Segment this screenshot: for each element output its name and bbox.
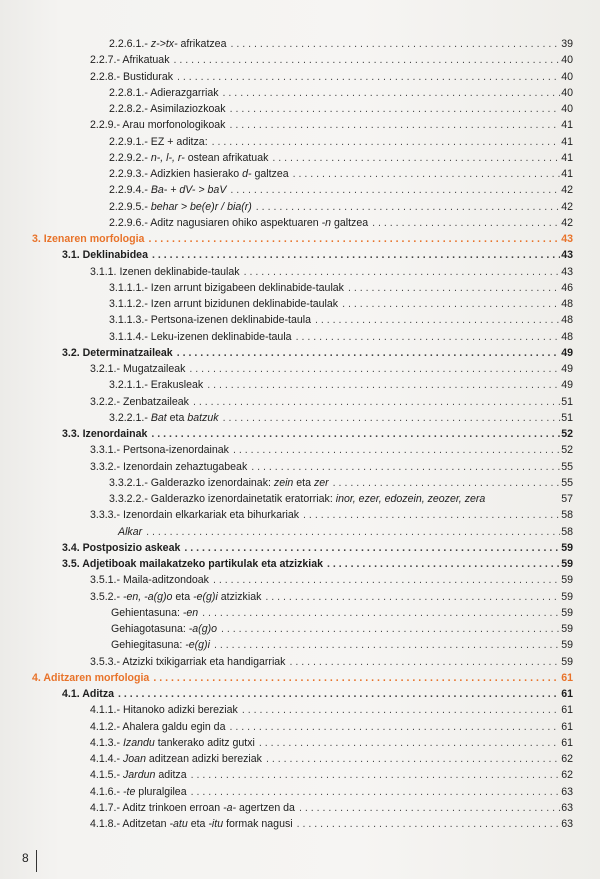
toc-entry (90, 735, 573, 751)
toc-entry (109, 150, 573, 166)
toc-entry (62, 540, 573, 556)
toc-entry-page: 63 (561, 785, 573, 798)
toc-entry-title-part: 2.2.9.4.- (109, 184, 151, 197)
toc-entry-title-part: 3.2.1.- Mugatzaileak (90, 363, 186, 375)
toc-entry-title-part: 3.3.2.2.- Galderazko izenordainetatik eratorriak: (109, 493, 336, 505)
toc-entry-title (109, 410, 219, 426)
toc-entry (111, 605, 573, 621)
toc-entry-page: 61 (561, 688, 573, 700)
toc-entry-title-part: 3.2.2.1.- (109, 411, 151, 424)
toc-leader-dots (193, 394, 560, 410)
toc-entry-title-part: -itu (208, 818, 224, 830)
toc-entry-title (32, 670, 149, 686)
toc-entry-page: 59 (561, 606, 573, 619)
toc-entry (62, 686, 573, 702)
toc-entry-title (109, 134, 208, 150)
toc-entry (32, 670, 573, 686)
toc-entry (111, 637, 573, 653)
toc-leader-dots (230, 182, 560, 198)
toc-entry-title-part: z->tx- (150, 38, 178, 50)
toc-entry-title (90, 69, 173, 85)
toc-entry (90, 69, 573, 85)
toc-leader-dots (191, 767, 561, 783)
toc-entry-title (90, 800, 295, 816)
toc-entry-title (90, 702, 238, 718)
toc-entry-title-part: batzuk (187, 411, 219, 424)
toc-entry-title (90, 572, 209, 588)
toc-leader-dots (151, 426, 560, 442)
toc-entry-page: 41 (561, 119, 573, 132)
toc-leader-dots (118, 686, 560, 702)
toc-leader-dots (174, 52, 561, 68)
toc-entry-title (109, 199, 252, 215)
toc-entry-page: 40 (561, 54, 573, 67)
toc-entry-title (90, 459, 247, 475)
toc-entry-title-part: pluralgilea (135, 785, 187, 798)
toc-entry-page: 62 (561, 769, 573, 782)
toc-leader-dots (233, 442, 560, 458)
toc-entry-title (109, 329, 292, 345)
toc-entry-title (90, 117, 225, 133)
toc-entry-title-part: 3.1.1.2.- Izen arrunt bizidunen deklinabide-taulak (109, 298, 339, 310)
toc-entry (90, 572, 573, 588)
toc-leader-dots (272, 150, 560, 166)
toc-entry-title-part: afrikatzea (177, 38, 227, 50)
toc-leader-dots (293, 166, 561, 182)
toc-entry-title (90, 719, 225, 735)
toc-entry-title-part: d- (242, 168, 252, 180)
toc-entry-page: 49 (561, 379, 573, 392)
toc-entry-page: 48 (561, 314, 573, 327)
toc-entry-title (90, 784, 187, 800)
toc-entry (109, 296, 573, 312)
toc-entry-page: 59 (561, 639, 573, 652)
toc-entry-title-part: 2.2.9.5.- (109, 200, 151, 213)
toc-entry (109, 377, 573, 393)
toc-entry (90, 459, 573, 475)
toc-entry-title-part: 3.3. Izenordainak (62, 428, 148, 440)
toc-entry-title-part: eta (166, 411, 188, 424)
toc-leader-dots (299, 800, 560, 816)
toc-entry-page: 48 (561, 298, 573, 310)
toc-entry-title-part: 3.1.1.4.- Leku-izenen deklinabide-taula (109, 330, 292, 343)
toc-entry (90, 719, 573, 735)
page-number: 8 (22, 851, 29, 865)
toc-entry (90, 589, 573, 605)
toc-entry-title-part: -te (122, 785, 136, 798)
toc-entry (109, 199, 573, 215)
toc-entry-title-part: 3.5.1.- Maila-aditzondoak (90, 574, 209, 587)
toc-entry (109, 36, 573, 52)
toc-entry-title-part: 3.1. Deklinabidea (62, 249, 148, 262)
toc-entry-title-part: zein (273, 476, 294, 489)
toc-leader-dots (223, 410, 561, 426)
toc-leader-dots (212, 134, 561, 150)
toc-entry (111, 621, 573, 637)
toc-entry-page: 55 (561, 476, 573, 489)
toc-entry-title (109, 150, 268, 166)
toc-entry-page: 59 (561, 541, 573, 554)
toc-entry-title-part: 3.2.2.- Zenbatzaileak (90, 395, 189, 408)
toc-entry-title (109, 312, 311, 328)
toc-entry-title-part: Gehientasuna: (111, 606, 183, 619)
toc-entry-title-part: atzizkiak (217, 590, 262, 603)
toc-entry-title-part: 2.2.7.- Afrikatuak (90, 54, 170, 67)
toc-entry (118, 524, 573, 540)
toc-entry-page: 42 (561, 184, 573, 197)
toc-entry-title-part: 3.2.1.1.- Erakusleak (109, 379, 204, 392)
toc-entry-page: 39 (561, 38, 573, 50)
toc-entry (109, 410, 573, 426)
toc-entry-page: 49 (561, 363, 573, 375)
toc-entry-title-part: 3.1.1.1.- Izen arrunt bizigabeen deklinabide-taulak (109, 281, 344, 294)
toc-entry (109, 312, 573, 328)
toc-leader-dots (230, 36, 560, 52)
toc-entry-page: 51 (561, 411, 573, 424)
toc-entry-title-part: 4.1.8.- Aditzetan (90, 818, 170, 830)
toc-entry-title (62, 426, 147, 442)
toc-entry-page: 59 (561, 623, 573, 635)
toc-entry (109, 85, 573, 101)
toc-entry-title-part: 3.5.3.- Atzizki txikigarriak eta handigarriak (90, 655, 286, 668)
toc-entry-title (90, 442, 229, 458)
toc-leader-dots (189, 361, 560, 377)
toc-entry-page: 41 (561, 135, 573, 148)
toc-entry-page: 59 (561, 574, 573, 587)
toc-leader-dots (348, 280, 560, 296)
toc-leader-dots (177, 345, 561, 361)
toc-entry-title-part: inor, ezer, edozein, zeozer, zera (335, 493, 486, 505)
toc-entry-page: 43 (561, 233, 573, 245)
toc-entry-page: 43 (561, 265, 573, 278)
toc-leader-dots (146, 524, 560, 540)
toc-entry (62, 247, 573, 263)
toc-entry-title-part: ostean afrikatuak (184, 151, 269, 164)
toc-leader-dots (229, 719, 560, 735)
toc-entry-page: 61 (561, 720, 573, 733)
page-number-divider (36, 850, 37, 872)
toc-entry-title-part: 3.2. Determinatzaileak (62, 346, 173, 359)
toc-entry-title-part: 4.1.2.- Ahalera galdu egin da (90, 720, 226, 733)
toc-entry-page: 62 (561, 753, 573, 765)
toc-leader-dots (148, 231, 560, 247)
toc-entry-title-part: 2.2.9.1.- EZ + aditza: (109, 135, 208, 148)
toc-entry-title-part: aditzean adizki bereziak (145, 753, 262, 765)
toc-entry-title (109, 377, 203, 393)
toc-leader-dots (229, 117, 560, 133)
toc-entry-title (109, 85, 219, 101)
toc-entry-title (90, 654, 285, 670)
toc-entry-title-part: 3.1.1. Izenen deklinabide-taulak (90, 265, 240, 278)
toc-entry-page: 58 (561, 509, 573, 522)
toc-leader-dots (244, 264, 561, 280)
toc-entry-page: 41 (561, 151, 573, 164)
toc-entry (109, 215, 573, 231)
toc-entry-title-part: -n (321, 216, 332, 229)
toc-entry (109, 475, 573, 491)
toc-entry-page: 61 (561, 704, 573, 717)
toc-entry-title-part: 3.1.1.3.- Pertsona-izenen deklinabide-taula (109, 314, 312, 327)
toc-entry-title-part: 2.2.8.2.- Asimilaziozkoak (109, 103, 226, 115)
toc-entry-title-part: 2.2.6.1.- (109, 38, 151, 50)
toc-entry-title-part: 2.2.8.1.- Adierazgarriak (109, 86, 219, 99)
toc-entry-title (62, 345, 173, 361)
toc-leader-dots (372, 215, 560, 231)
toc-entry (32, 231, 573, 247)
toc-entry-page: 61 (561, 736, 573, 749)
toc-leader-dots (259, 735, 560, 751)
toc-entry-title (109, 182, 226, 198)
toc-entry (109, 166, 573, 182)
toc-entry (109, 329, 573, 345)
toc-entry-title (109, 101, 226, 117)
toc-leader-dots (223, 85, 561, 101)
toc-leader-dots (296, 329, 561, 345)
toc-entry-page: 63 (561, 818, 573, 830)
toc-leader-dots (342, 296, 560, 312)
toc-leader-dots (207, 377, 560, 393)
toc-entry-page: 46 (561, 281, 573, 294)
toc-leader-dots (152, 247, 560, 263)
toc-leader-dots (289, 654, 560, 670)
toc-entry-page: 40 (561, 70, 573, 83)
toc-entry-title-part: -en, -a(g)o (122, 590, 173, 603)
toc-entry-title-part: 3.3.1.- Pertsona-izenordainak (90, 444, 229, 457)
toc-entry-title-part: Joan (122, 753, 146, 765)
toc-entry-title (90, 361, 185, 377)
toc-entry-title-part: Gehiegitasuna: (111, 639, 186, 652)
toc-entry-title (109, 36, 226, 52)
toc-leader-dots (333, 475, 561, 491)
toc-entry-title (90, 735, 255, 751)
toc-entry-page: 59 (561, 590, 573, 603)
toc-entry-title-part: tankerako aditz gutxi (154, 736, 255, 749)
toc-entry-title-part: 2.2.8.- Bustidurak (90, 70, 174, 83)
toc-entry (90, 52, 573, 68)
toc-entry-page: 40 (561, 86, 573, 99)
toc-leader-dots (153, 670, 560, 686)
toc-entry-page: 51 (561, 395, 573, 408)
toc-entry (90, 394, 573, 410)
toc-leader-dots (230, 101, 561, 117)
toc-entry-title (90, 767, 187, 783)
toc-entry-title-part: 4.1.6.- (90, 785, 123, 798)
toc-entry-title-part: 4.1. Aditza (62, 688, 115, 700)
toc-entry-title (90, 394, 189, 410)
toc-entry-title-part: aditza (155, 769, 187, 782)
toc-leader-dots (315, 312, 560, 328)
toc-leader-dots (191, 784, 561, 800)
toc-entry-title (90, 264, 240, 280)
toc-entry (90, 654, 573, 670)
toc-entry-title (90, 52, 170, 68)
toc-entry-title (90, 751, 262, 767)
toc-entry-title (111, 621, 217, 637)
toc-entry-page: 59 (561, 655, 573, 668)
toc-entry-title (109, 475, 329, 491)
toc-entry-title-part: 3.5. Adjetiboak mailakatzeko partikulak eta atzizkiak (62, 558, 324, 570)
toc-entry (62, 345, 573, 361)
toc-entry-title (109, 280, 344, 296)
toc-entry-title-part: formak nagusi (223, 818, 293, 830)
toc-entry-page: 52 (561, 444, 573, 457)
toc-entry-title (62, 540, 180, 556)
toc-entry-title-part: 4.1.5.- (90, 769, 123, 782)
toc-entry-title (32, 231, 144, 247)
toc-entry-page: 57 (561, 493, 573, 505)
toc-entry-title-part: 2.2.9.2.- (109, 151, 151, 164)
toc-entry (62, 426, 573, 442)
toc-entry-title (111, 637, 210, 653)
toc-entry-title-part: Gehiagotasuna: (111, 623, 189, 635)
toc-entry-title (62, 686, 114, 702)
toc-entry (90, 442, 573, 458)
toc-entry-title-part: 2.2.9.6.- Aditz nagusiaren ohiko aspektuaren (109, 216, 322, 229)
toc-entry (90, 767, 573, 783)
toc-leader-dots (251, 459, 560, 475)
toc-entry-title-part: n-, l-, r- (150, 151, 185, 164)
toc-entry-title-part: -en (182, 606, 199, 619)
toc-entry-title-part: 3.5.2.- (90, 590, 123, 603)
toc-entry-title-part: galtzea (251, 168, 289, 180)
toc-leader-dots (242, 702, 560, 718)
toc-entry-page: 41 (561, 168, 573, 180)
toc-entry-title-part: Bat (150, 411, 167, 424)
toc-entry (109, 101, 573, 117)
toc-entry (90, 702, 573, 718)
toc-entry-title-part: 2.2.9.3.- Adizkien hasierako (109, 168, 243, 180)
toc-leader-dots (297, 816, 561, 832)
toc-entry (90, 751, 573, 767)
toc-entry-title-part: 4.1.7.- Aditz trinkoen erroan (90, 801, 224, 814)
toc-entry-title-part: behar > be(e)r / bia(r) (150, 200, 252, 213)
toc-entry-page: 40 (561, 103, 573, 115)
toc-entry (90, 800, 573, 816)
toc-entry-title-part: Alkar (118, 525, 143, 538)
toc-entry-title-part: 3.3.2.- Izenordain zehaztugabeak (90, 460, 248, 473)
toc-entry-title-part: -atu (169, 818, 188, 830)
toc-entry-title-part: 3. Izenaren morfologia (32, 233, 145, 245)
toc-entry (90, 117, 573, 133)
toc-entry-title (90, 589, 261, 605)
toc-entry-page: 52 (561, 428, 573, 440)
toc-leader-dots (256, 199, 560, 215)
toc-entry-title-part: Ba- + dV- > baV (150, 184, 227, 197)
toc-leader-dots (303, 507, 560, 523)
toc-entry-title-part: agertzen da (236, 801, 295, 814)
toc-entry-page: 48 (561, 330, 573, 343)
toc-entry-title-part: 4. Aditzaren morfologia (32, 671, 150, 684)
toc-leader-dots (184, 540, 560, 556)
toc-entry-title-part: 4.1.3.- (90, 736, 123, 749)
toc-entry-title (109, 215, 368, 231)
toc-entry (109, 280, 573, 296)
toc-entry-title-part: Jardun (122, 769, 156, 782)
toc-entry (90, 784, 573, 800)
toc-entry-page: 59 (561, 558, 573, 570)
toc-entry (90, 361, 573, 377)
toc-entry-title-part: 2.2.9.- Arau morfonologikoak (90, 119, 226, 132)
toc-entry-title (90, 816, 293, 832)
toc-entry-title-part: 3.3.3.- Izenordain elkarkariak eta bihurkariak (90, 509, 300, 522)
toc-entry-page: 43 (561, 249, 573, 262)
toc-entry-title-part: 3.3.2.1.- Galderazko izenordainak: (109, 476, 274, 489)
toc-entry (109, 491, 573, 507)
toc-leader-dots (214, 637, 560, 653)
toc-entry-title-part: eta (172, 590, 194, 603)
toc-leader-dots (221, 621, 560, 637)
toc-entry-title (109, 166, 289, 182)
toc-entry-title-part: -a(g)o (188, 623, 218, 635)
toc-entry-page: 42 (561, 200, 573, 213)
toc-entry-title (109, 491, 485, 507)
toc-entry (90, 816, 573, 832)
toc-entry (90, 264, 573, 280)
toc-entry-title-part: 4.1.1.- Hitanoko adizki bereziak (90, 704, 238, 717)
toc-leader-dots (177, 69, 560, 85)
toc-entry-title-part: -e(g)i (193, 590, 218, 603)
toc-entry-title-part: Izandu (122, 736, 155, 749)
toc-entry-page: 55 (561, 460, 573, 473)
toc-leader-dots (202, 605, 560, 621)
toc-entry-title (111, 605, 198, 621)
toc-entry (109, 134, 573, 150)
toc-entry-title-part: eta (293, 476, 314, 489)
toc-leader-dots (266, 751, 560, 767)
toc-entry-title (62, 247, 148, 263)
toc-entry-title (90, 507, 299, 523)
toc-entry-page: 58 (561, 525, 573, 538)
toc-entry-title-part: galtzea (331, 216, 369, 229)
toc-entry-page: 61 (561, 671, 573, 684)
toc-entry-title-part: -a- (223, 801, 237, 814)
toc-entry-title-part: zer (313, 476, 329, 489)
toc-entry-page: 63 (561, 801, 573, 814)
toc-leader-dots (213, 572, 560, 588)
toc-entry-title-part: 4.1.4.- (90, 753, 123, 765)
toc-entry (62, 556, 573, 572)
toc-entry (90, 507, 573, 523)
toc-entry-title (118, 524, 142, 540)
toc-leader-dots (265, 589, 560, 605)
toc-entry-page: 49 (561, 346, 573, 359)
toc-entry (109, 182, 573, 198)
toc-entry-title (62, 556, 323, 572)
toc-entry-title-part: eta (187, 818, 209, 830)
toc-entry-title (109, 296, 338, 312)
toc-leader-dots (327, 556, 560, 572)
toc-entry-page: 42 (561, 216, 573, 229)
toc-entry-title-part: 3.4. Postposizio askeak (62, 541, 181, 554)
toc-entry-title-part: -e(g)i (185, 639, 210, 652)
